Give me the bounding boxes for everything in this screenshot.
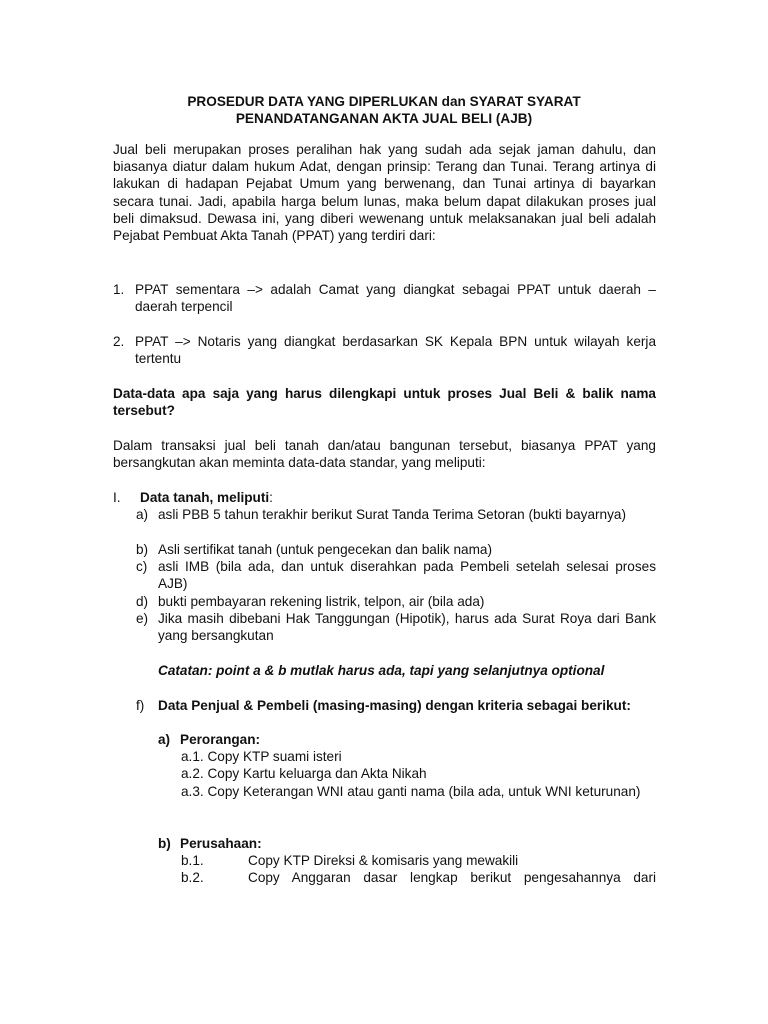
list-item: a.2. Copy Kartu keluarga dan Akta Nikah: [181, 766, 427, 781]
list-item: a.3. Copy Keterangan WNI atau ganti nama (bila ada, untuk WNI keturunan): [181, 784, 641, 799]
list-item-text: bukti pembayaran rekening listrik, telpon, air (bila ada): [158, 594, 485, 609]
list-item-text: asli IMB (bila ada, dan untuk diserahkan pada Pembeli setelah selesai proses AJB): [158, 559, 656, 592]
title-line-1: PROSEDUR DATA YANG DIPERLUKAN dan SYARAT SYARAT: [187, 94, 581, 109]
list-item-letter: c): [136, 559, 148, 574]
list-item: a.1. Copy KTP suami isteri: [181, 749, 342, 764]
subsection-letter: a): [158, 732, 171, 747]
list-item-text: Copy Anggaran dasar lengkap berikut pengesahannya dari: [248, 870, 656, 885]
section-question-heading: Data-data apa saja yang harus dilengkapi untuk proses Jual Beli & balik nama tersebut?: [113, 386, 656, 419]
list-item-letter: a): [136, 507, 149, 522]
list-item-letter: d): [136, 594, 149, 609]
list-item-letter: e): [136, 611, 149, 626]
list-item-text: asli PBB 5 tahun terakhir berikut Surat Tanda Terima Setoran (bukti bayarnya): [158, 507, 626, 522]
section-label: Data tanah, meliputi: [140, 490, 270, 505]
list-item: [181, 852, 656, 869]
list-item-letter: b): [136, 542, 149, 557]
list-item: [181, 869, 656, 886]
section-number: I.: [113, 490, 121, 505]
subsection-label: Perusahaan:: [180, 836, 262, 851]
section-label-colon: :: [269, 490, 273, 505]
list-item-key: b.1.: [181, 853, 204, 868]
transaction-paragraph: Dalam transaksi jual beli tanah dan/atau bangunan tersebut, biasanya PPAT yang bersangkutan akan meminta data-data standar, yang meliputi:: [113, 438, 656, 471]
subsection-label: Perorangan:: [180, 732, 261, 747]
list-item-number: 1.: [113, 282, 125, 297]
document-title: [112, 93, 656, 127]
list-item-text: PPAT sementara –> adalah Camat yang diangkat sebagai PPAT untuk daerah –daerah terpencil: [135, 282, 656, 315]
note-text: Catatan: point a & b mutlak harus ada, tapi yang selanjutnya optional: [158, 663, 605, 678]
subsection-perorangan: [158, 731, 656, 748]
list-item-text: Data Penjual & Pembeli (masing-masing) dengan kriteria sebagai berikut:: [158, 698, 631, 713]
list-item-text: PPAT –> Notaris yang diangkat berdasarkan SK Kepala BPN untuk wilayah kerja tertentu: [135, 334, 656, 367]
list-item-number: 2.: [113, 334, 125, 349]
title-line-2: PENANDATANGANAN AKTA JUAL BELI (AJB): [235, 111, 533, 126]
list-item-key: b.2.: [181, 870, 204, 885]
list-item-text: Jika masih dibebani Hak Tanggungan (Hipotik), harus ada Surat Roya dari Bank yang bersangkutan: [158, 611, 656, 644]
list-item-letter: f): [136, 698, 145, 713]
list-item-text: Asli sertifikat tanah (untuk pengecekan dan balik nama): [158, 542, 492, 557]
intro-paragraph: Jual beli merupakan proses peralihan hak yang sudah ada sejak jaman dahulu, dan biasanya diatur dalam hukum Adat, dengan prinsip: Terang dan Tunai. Terang artinya di lakukan di hadapan Pejabat Umum yang berwenang, dan Tunai artinya di bayarkan secara tunai. Jadi, apabila harga belum lunas, maka belum dapat dilakukan proses jual beli dimaksud. Dewasa ini, yang diberi wewenang untuk melaksanakan jual beli adalah Pejabat Pembuat Akta Tanah (PPAT) yang terdiri dari:: [113, 142, 656, 244]
subsection-letter: b): [158, 836, 171, 851]
section-heading-data-tanah: [113, 489, 656, 506]
subsection-perusahaan: [158, 835, 656, 852]
list-item-text: Copy KTP Direksi & komisaris yang mewakili: [248, 853, 519, 868]
